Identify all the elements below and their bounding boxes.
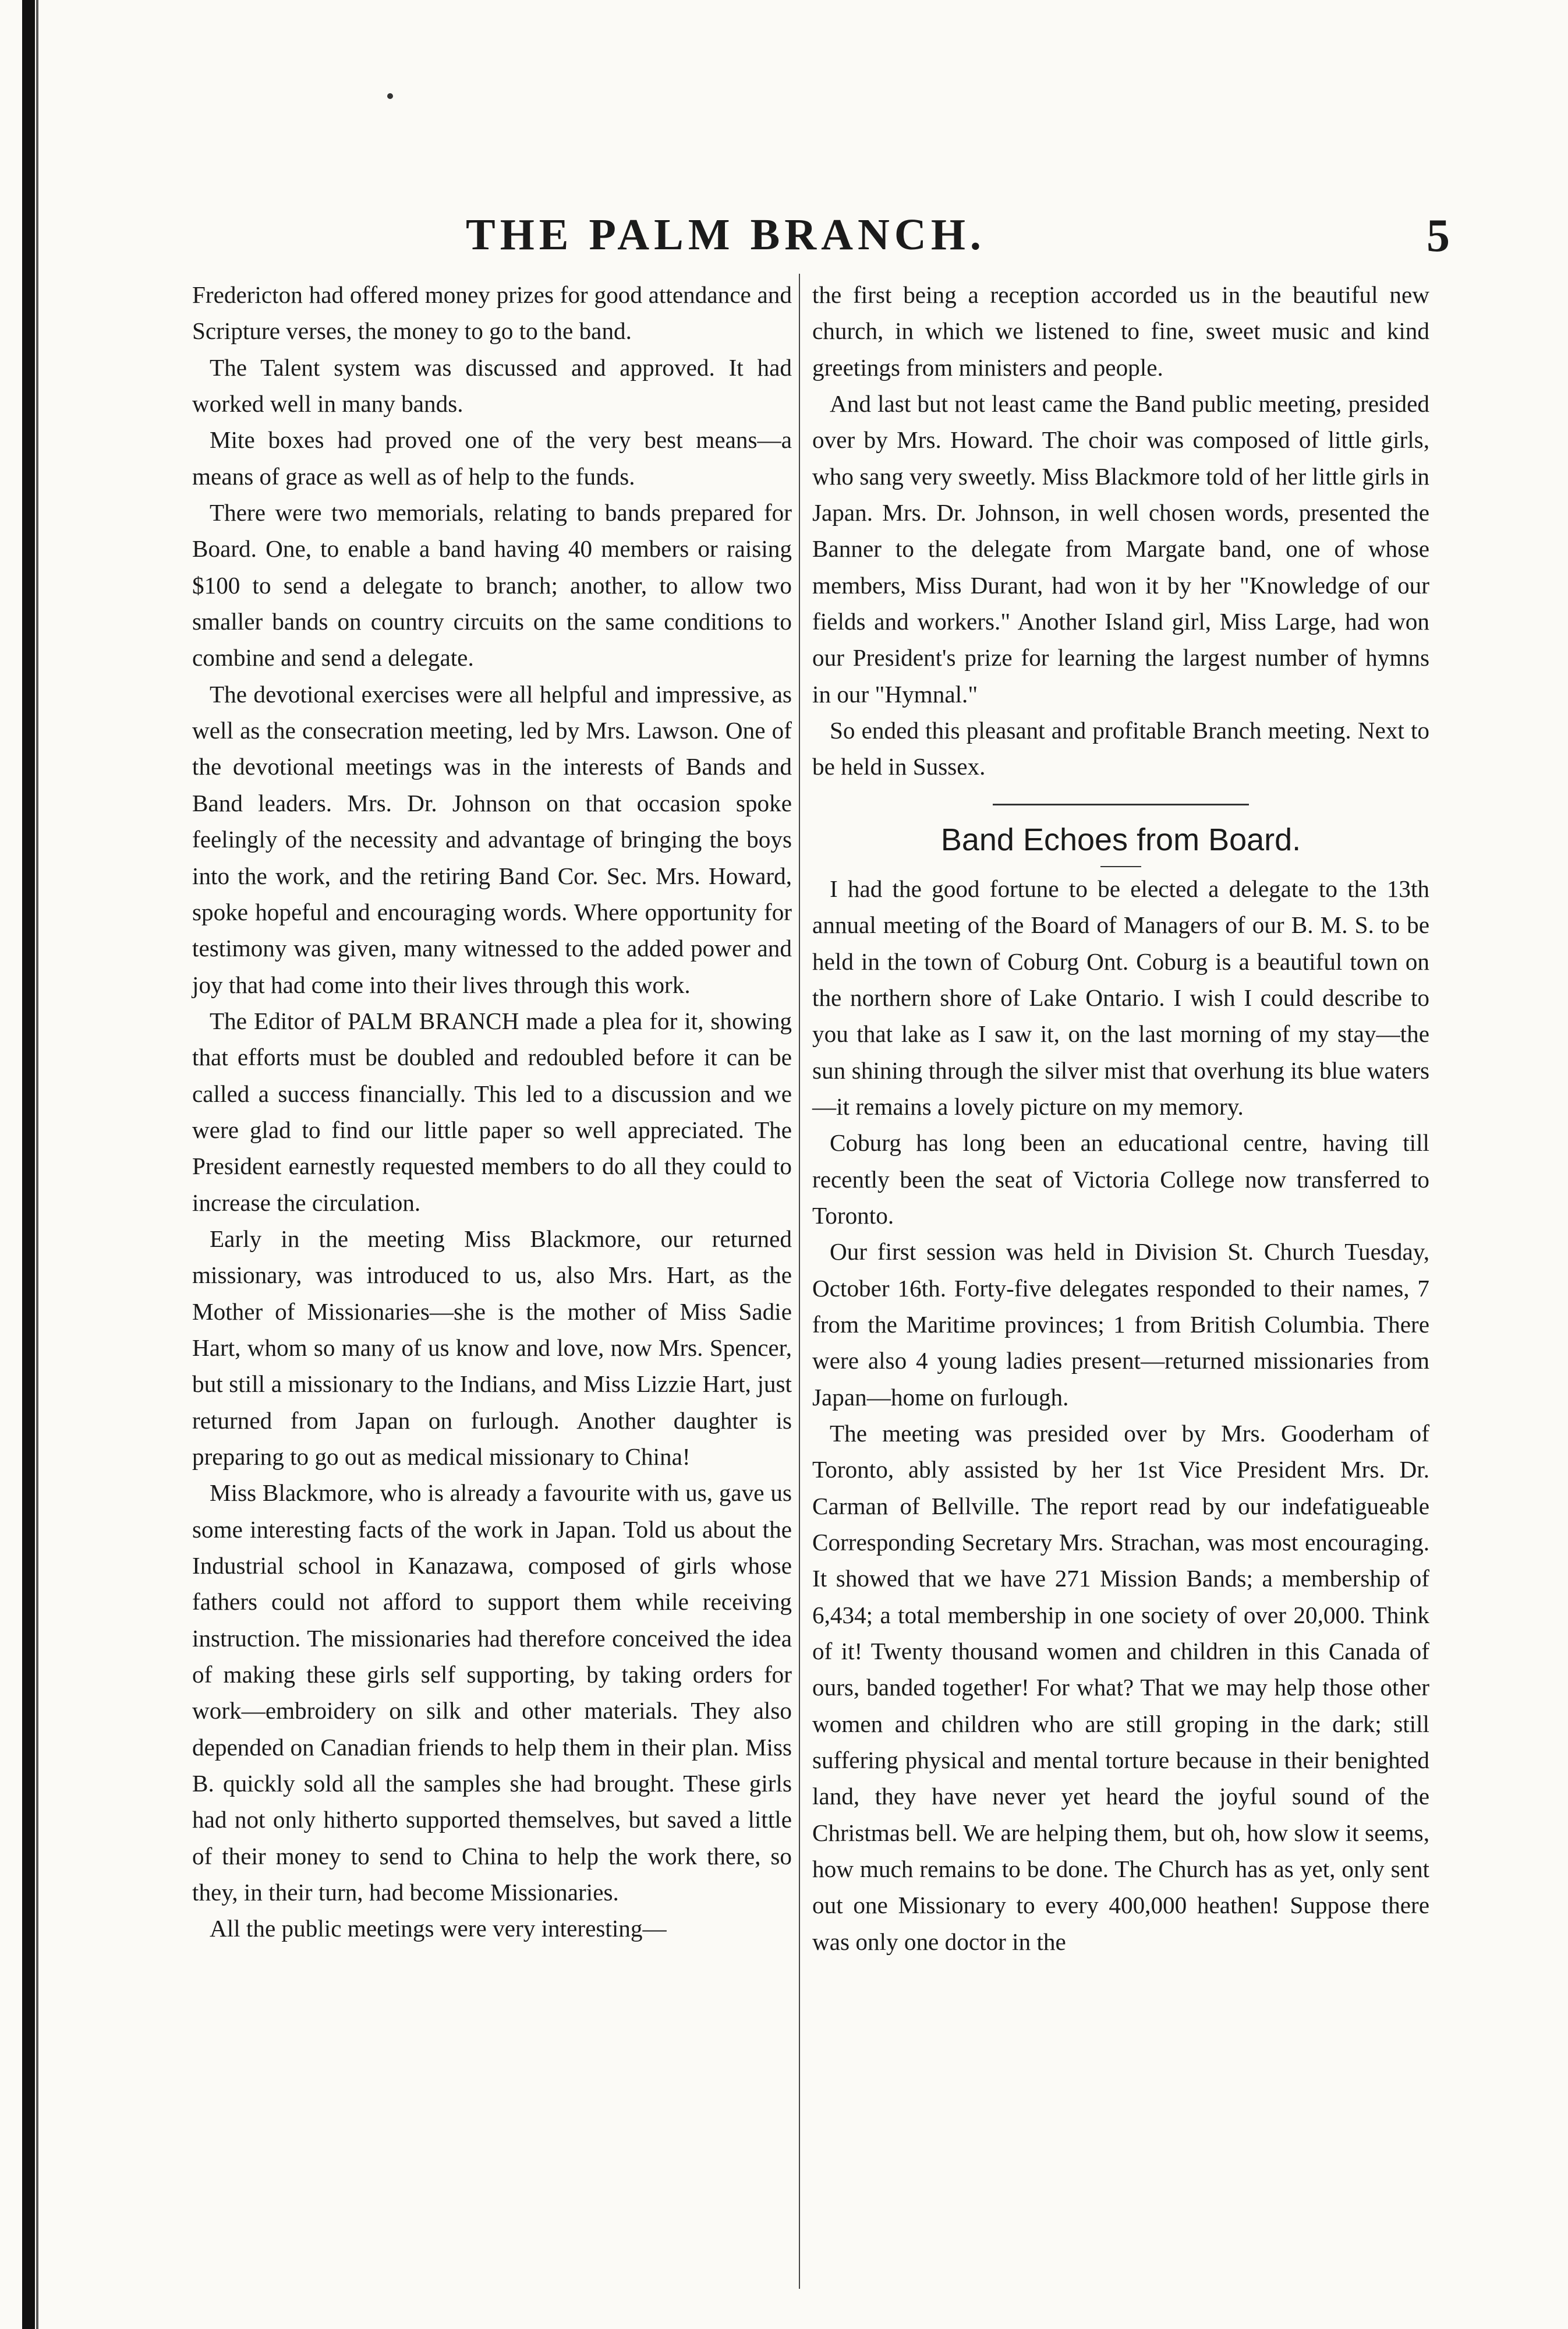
paragraph: All the public meetings were very interesting—: [210, 1915, 667, 1942]
binding-shadow: [36, 0, 38, 2329]
paragraph: There were two memorials, relating to bands prepared for Board. One, to enable a band having 40 members or raising $100 to send a delegate to branch; another, to allow two smaller bands on country circuits on the same conditions to combine and send a delegate.: [192, 499, 792, 672]
paragraph: The devotional exercises were all helpful and impressive, as well as the consecration meeting, led by Mrs. Lawson. One of the devotional meetings was in the interests of Bands and Band leaders. Mrs. Dr. Johnson on that occasion spoke feelingly of the necessity and advantage of bringing the boys into the work, and the retiring Band Cor. Sec. Mrs. Howard, spoke hopeful and encouraging words. Where opportunity for testimony was given, many witnessed to the added power and joy that had come into their lives through this work.: [192, 680, 792, 998]
paragraph: Fredericton had offered money prizes for good attendance and Scripture verses, the money to go to the band.: [192, 281, 792, 345]
section-rule: [993, 804, 1249, 805]
paragraph: Coburg has long been an educational centre, having till recently been the seat of Victoria College now transferred to Toronto.: [812, 1129, 1429, 1229]
column-divider: [799, 274, 800, 2289]
paragraph: And last but not least came the Band public meeting, presided over by Mrs. Howard. The choir was composed of little girls, who sang very sweetly. Miss Blackmore told of her little girls in Japan. Mrs. Dr. Johnson, in well chosen words, presented the Banner to the delegate from Margate band, one of whose members, Miss Durant, had won it by her "Knowledge of our fields and workers." Another Island girl, Miss Large, had won our President's prize for learning the largest number of hymns in our "Hymnal.": [812, 390, 1429, 708]
page-title: THE PALM BRANCH.: [466, 210, 986, 259]
left-column: [192, 277, 792, 1947]
heading-underline: [1100, 866, 1141, 867]
paragraph: I had the good fortune to be elected a delegate to the 13th annual meeting of the Board of Managers of our B. M. S. to be held in the town of Coburg Ont. Coburg is a beautiful town on the northern shore of Lake Ontario. I wish I could describe to you that lake as I saw it, on the last morning of my stay—the sun shining through the silver mist that overhung its blue waters—it remains a lovely picture on my memory.: [812, 875, 1429, 1120]
paper-speck: [387, 93, 393, 99]
paragraph: Mite boxes had proved one of the very best means—a means of grace as well as of help to the funds.: [192, 426, 792, 490]
paragraph: The Talent system was discussed and approved. It had worked well in many bands.: [192, 354, 792, 418]
paragraph: The meeting was presided over by Mrs. Gooderham of Toronto, ably assisted by her 1st Vice President Mrs. Dr. Carman of Bellville. The report read by our indefatigueable Corresponding Secretary Mrs. Strachan, was most encouraging. It showed that we have 271 Mission Bands; a membership of 6,434; a total membership in one society of over 20,000. Think of it! Twenty thousand women and children in this Canada of ours, banded together! For what? That we may help those other women and children who are still groping in the dark; still suffering physical and mental torture because in their benighted land, they have never yet heard the joyful sound of the Christmas bell. We are helping them, but oh, how slow it seems, how much remains to be done. The Church has as yet, only sent out one Missionary to every 400,000 heathen! Suppose there was only one doctor in the: [812, 1419, 1429, 1955]
binding-edge: [22, 0, 35, 2329]
paragraph: Our first session was held in Division St. Church Tuesday, October 16th. Forty-five delegates responded to their names, 7 from the Maritime provinces; 1 from British Columbia. There were also 4 young ladies present—returned missionaries from Japan—home on furlough.: [812, 1238, 1429, 1411]
page-header: [192, 210, 1450, 274]
paragraph: the first being a reception accorded us in the beautiful new church, in which we listened to fine, sweet music and kind greetings from ministers and people.: [812, 281, 1429, 381]
paragraph: The Editor of PALM BRANCH made a plea for it, showing that efforts must be doubled and redoubled before it can be called a success financially. This led to a discussion and we were glad to find our little paper so well appreciated. The President earnestly requested members to do all they could to increase the circulation.: [192, 1007, 792, 1216]
right-column: [812, 277, 1429, 1960]
paragraph: Miss Blackmore, who is already a favourite with us, gave us some interesting facts of the work in Japan. Told us about the Industrial school in Kanazawa, composed of girls whose fathers could not afford to support them while receiving instruction. The missionaries had therefore conceived the idea of making these girls self supporting, by taking orders for work—embroidery on silk and other materials. They also depended on Canadian friends to help them in their plan. Miss B. quickly sold all the samples she had brought. These girls had not only hitherto supported themselves, but saved a little of their money to send to China to help the work there, so they, in their turn, had become Missionaries.: [192, 1479, 792, 1906]
page-number: 5: [1427, 210, 1450, 261]
section-heading: Band Echoes from Board.: [940, 822, 1301, 857]
paragraph: Early in the meeting Miss Blackmore, our returned missionary, was introduced to us, also Mrs. Hart, as the Mother of Missionaries—she is the mother of Miss Sadie Hart, whom so many of us know and love, now Mrs. Spencer, but still a missionary to the Indians, and Miss Lizzie Hart, just returned from Japan on furlough. Another daughter is preparing to go out as medical missionary to China!: [192, 1225, 792, 1470]
paragraph: So ended this pleasant and profitable Branch meeting. Next to be held in Sussex.: [812, 717, 1429, 780]
